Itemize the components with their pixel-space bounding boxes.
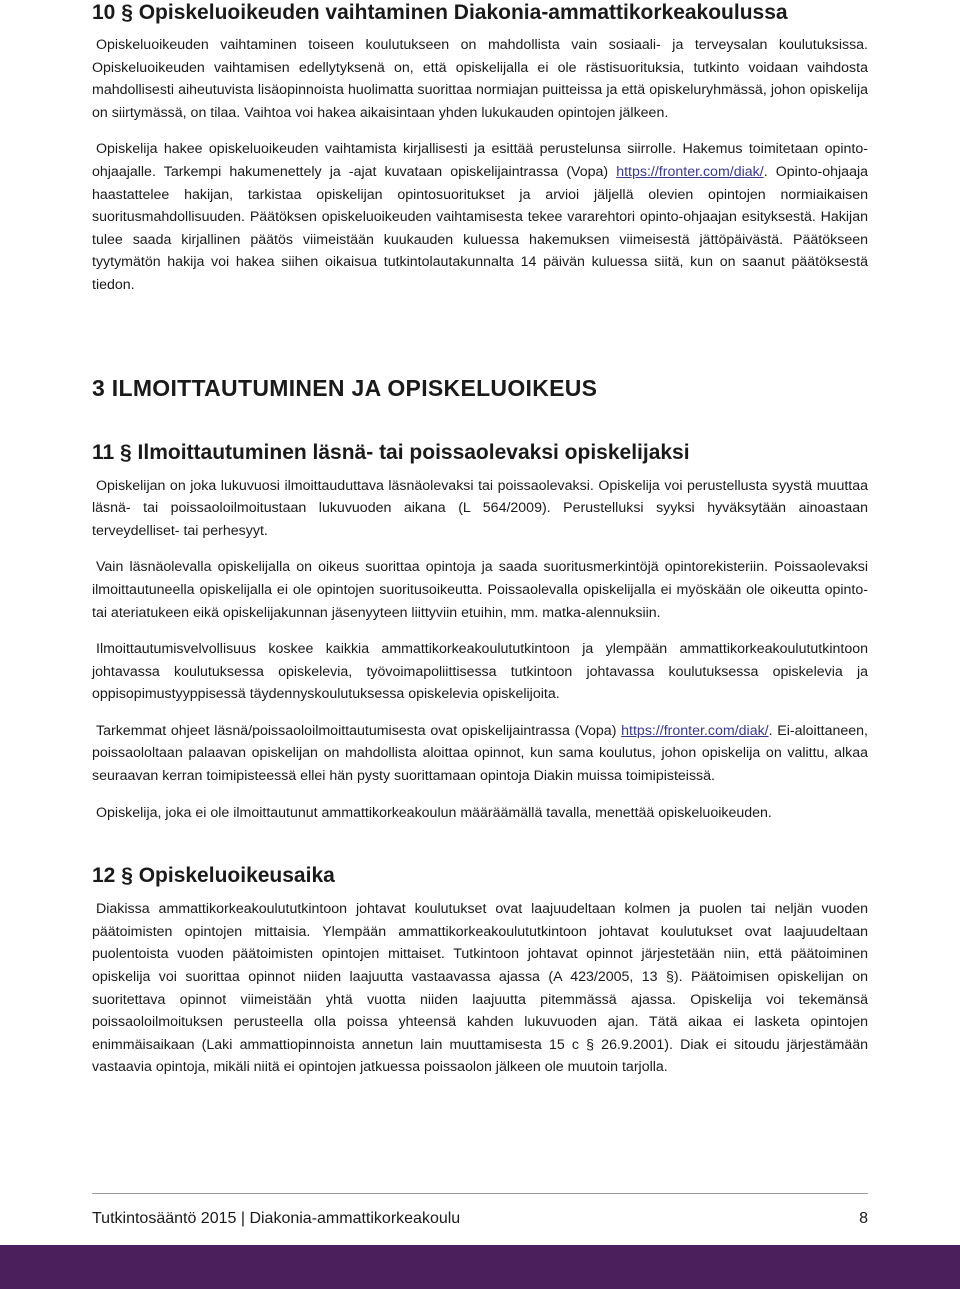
section-11-p4-text-a: Tarkemmat ohjeet läsnä/poissaoloilmoittautumisesta ovat opiskelijaintrassa (Vopa) (96, 722, 622, 739)
section-10-p2-text-a: Opiskelija hakee opiskeluoikeuden vaihtamista kirjallisesti ja esittää perustelunsa siirrolle. Hakemus toimitetaan opinto-ohjaajalle. Tarkempi hakumenettely ja -ajat kuvataan opiskelijaintrassa (Vopa) (92, 141, 868, 180)
section-11-paragraph-4 (92, 720, 868, 788)
section-11-heading: 11 § Ilmoittautuminen läsnä- tai poissaolevaksi opiskelijaksi (92, 440, 690, 464)
section-10-heading: 10 § Opiskeluoikeuden vaihtaminen Diakonia-ammattikorkeakoulussa (92, 1, 788, 24)
page-number: 8 (859, 1210, 868, 1227)
chapter-3-heading: 3 ILMOITTAUTUMINEN JA OPISKELUOIKEUS (92, 374, 598, 401)
section-11-paragraph-1: Opiskelijan on joka lukuvuosi ilmoittauduttava läsnäolevaksi tai poissaolevaksi. Opiskelija voi perustellusta syystä muuttaa läsnä- tai poissaoloilmoitustaan lukuvuoden aikana (L 564/2009). Perustelluksi syyksi hyväksytään ainoastaan terveydelliset- tai perhesyyt. (92, 477, 868, 539)
section-11-paragraph-5: Opiskelija, joka ei ole ilmoittautunut ammattikorkeakoulun määräämällä tavalla, menettää opiskeluoikeuden. (96, 804, 772, 821)
section-11-p4-text-b: . Ei-aloittaneen, poissaololtaan palaavan opiskelijan on mahdollista aloittaa opinnot, kun sama koulutus, johon opiskelija on valittu, alkaa seuraavan kerran toimipisteessä ellei hän pysty suorittamaan opintoja Diakin muissa toimipisteissä. (92, 722, 868, 785)
section-11-paragraph-3: Ilmoittautumisvelvollisuus koskee kaikkia ammattikorkeakoulututkintoon ja ylempään ammattikorkeakoulututkintoon johtavassa koulutuksessa opiskelevia, työvoimapoliittisessa tutkintoon johtavassa koulutuksessa opiskelevia ja oppisopimustyyppisessä täydennyskoulutuksessa opiskelevia opiskelijoita. (92, 641, 868, 703)
section-12-paragraph-1: Diakissa ammattikorkeakoulututkintoon johtavat koulutukset ovat laajuudeltaan kolmen ja puolen tai neljän vuoden päätoimisten opintojen mittaisia. Ylempään ammattikorkeakoulututkintoon johtavat koulutukset ovat laajuudeltaan puolentoista vuoden päätoimisten opintojen mittaiset. Tutkintoon johtavat opinnot järjestetään niin, että päätoiminen opiskelija voi suorittaa opinnot niiden laajuutta vastaavassa ajassa (A 423/2005, 13 §). Päätoimisen opiskelijan on suoritettava opinnot viimeistään yhtä vuotta niiden laajuutta pitemmässä ajassa. Opiskelija voi tekemänsä poissaoloilmoituksen perusteella olla poissa yhteensä kahden lukuvuoden ajan. Tätä aikaa ei lasketa opintojen enimmäisaikaan (Laki ammattiopinnoista annetun lain muuttamisesta 15 c § 26.9.2001). Diak ei sitoudu järjestämään vastaavia opintoja, mikäli niitä ei opintojen jatkuessa poissaolon jälkeen ole muutoin tarjolla. (92, 901, 868, 1076)
footer-color-band (0, 1245, 960, 1289)
section-10-p2-text-b: . Opinto-ohjaaja haastattelee hakijan, tarkistaa opiskelijan opintosuoritukset ja arvioi jäljellä olevien opintojen normiaikaisen suoritusmahdollisuuden. Päätöksen opiskeluoikeuden vaihtamisesta tekee vararehtori opinto-ohjaajan esityksestä. Hakijan tulee saada kirjallinen päätös viimeistään kuukauden kuluessa hakemuksen viimeisestä jättöpäivästä. Päätökseen tyytymätön hakija voi hakea siihen oikaisua tutkintolautakunnalta 14 päivän kuluessa siitä, kun on saanut päätöksestä tiedon. (92, 163, 868, 293)
footer-divider (92, 1193, 868, 1194)
section-12-heading: 12 § Opiskeluoikeusaika (92, 864, 335, 888)
section-11-paragraph-2: Vain läsnäolevalla opiskelijalla on oikeus suorittaa opintoja ja saada suoritusmerkintöjä opintorekisteriin. Poissaolevaksi ilmoittautuneella opiskelijalla ei ole opintojen suoritusoikeutta. Poissaolevalla opiskelijalla ei myöskään ole oikeutta opinto- tai ateriatukeen eikä opiskelijakunnan jäsenyyteen liittyviin etuihin, mm. matka-alennuksiin. (92, 559, 868, 621)
document-body (92, 0, 868, 1079)
page-footer (92, 1210, 868, 1228)
footer-document-title: Tutkintosääntö 2015 | Diakonia-ammattikorkeakoulu (92, 1210, 461, 1227)
vopa-link[interactable]: https://fronter.com/diak/ (616, 163, 764, 180)
vopa-link-2[interactable]: https://fronter.com/diak/ (621, 722, 769, 739)
section-10-paragraph-2 (92, 138, 868, 296)
section-10-paragraph-1: Opiskeluoikeuden vaihtaminen toiseen koulutukseen on mahdollista vain sosiaali- ja terveysalan koulutuksissa. Opiskeluoikeuden vaihtamisen edellytyksenä on, että opiskelijalla ei ole rästisuorituksia, tutkinto voidaan vaihdosta mahdollisesti aiheutuvista lisäopinnoista huolimatta suorittaa normiajan puitteissa ja että opiskeluryhmässä, johon opiskelija on siirtymässä, on tilaa. Vaihtoa voi hakea aikaisintaan yhden lukukauden opintojen jälkeen. (92, 37, 868, 121)
